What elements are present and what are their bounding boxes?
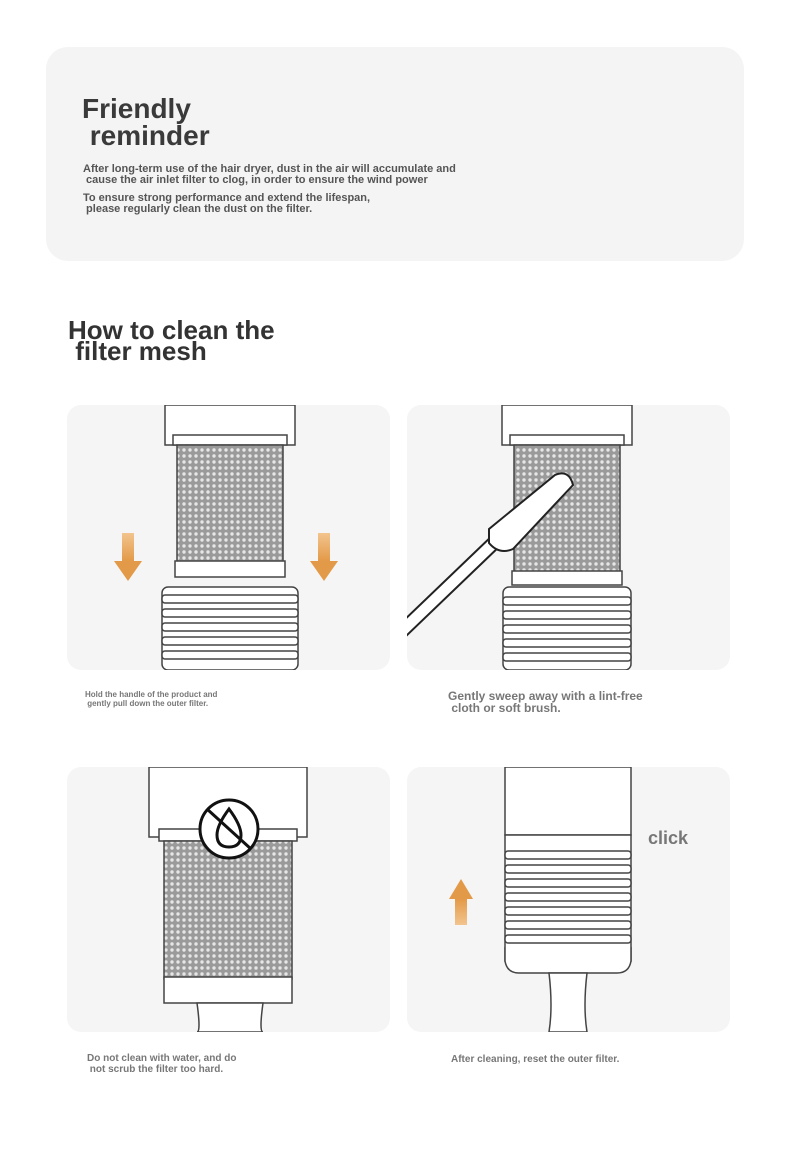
arrow-up-icon xyxy=(449,879,473,925)
reminder-card xyxy=(46,47,744,261)
step-1-illustration xyxy=(67,405,390,670)
step-1-caption: Hold the handle of the product and gently pull down the outer filter. xyxy=(85,690,218,708)
step-3-illustration xyxy=(67,767,390,1032)
arrow-down-icon xyxy=(310,533,338,581)
step-4-illustration xyxy=(407,767,730,1032)
step-2-caption: Gently sweep away with a lint-free cloth or soft brush. xyxy=(448,689,643,715)
step-2-illustration xyxy=(407,405,730,670)
reminder-title: Friendly reminder xyxy=(82,93,210,151)
arrow-down-icon xyxy=(114,533,142,581)
click-label: click xyxy=(648,828,689,848)
section-title: How to clean the filter mesh xyxy=(68,315,275,366)
reminder-text-2: To ensure strong performance and extend the lifespan, please regularly clean the dust on the filter. xyxy=(83,192,371,215)
step-3-caption: Do not clean with water, and do not scrub the filter too hard. xyxy=(87,1053,237,1075)
step-4-caption: After cleaning, reset the outer filter. xyxy=(451,1054,620,1065)
reminder-text-1: After long-term use of the hair dryer, dust in the air will accumulate and cause the air inlet filter to clog, in order to ensure the wind power xyxy=(83,163,456,186)
no-water-icon xyxy=(200,800,258,858)
